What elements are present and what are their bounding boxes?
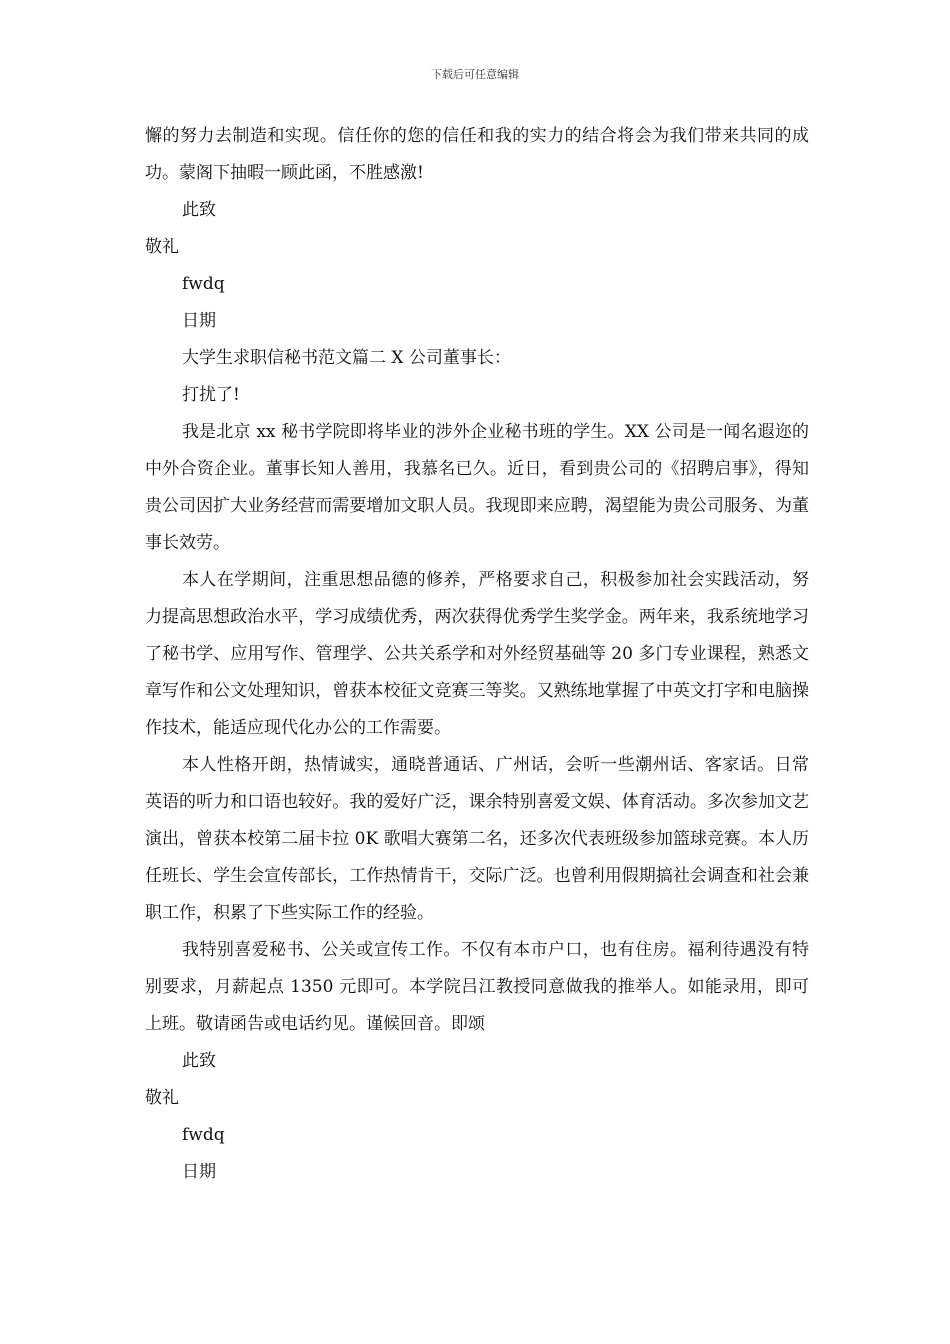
paragraph: 我是北京 xx 秘书学院即将毕业的涉外企业秘书班的学生。XX 公司是一闻名遐迩的中外合资企业。董事长知人善用，我慕名已久。近日，看到贵公司的《招聘启事》，得知贵公司因扩大业务经营而需要增加文职人员。我现即来应聘，渴望能为贵公司服务、为董事长效劳。 [145, 422, 809, 553]
section-title: 大学生求职信秘书范文篇二 X 公司董事长： [182, 348, 511, 368]
date-line: 日期 [182, 311, 216, 331]
signature: fwdq [182, 1125, 225, 1145]
paragraph: 本人在学期间，注重思想品德的修养，严格要求自己，积极参加社会实践活动，努力提高思想政治水平，学习成绩优秀，两次获得优秀学生奖学金。两年来，我系统地学习了秘书学、应用写作、管理学、公共关系学和对外经贸基础等 20 多门专业课程，熟悉文章写作和公文处理知识，曾获本校征文竞赛三等奖。又熟练地掌握了中英文打字和电脑操作技术，能适应现代化办公的工作需要。 [145, 570, 809, 738]
document-body [145, 118, 809, 1191]
closing-salutation: 此致 [182, 1051, 216, 1071]
closing-salutation: 此致 [182, 200, 216, 220]
page-header: 下载后可任意编辑 [431, 68, 519, 81]
greeting: 打扰了! [182, 385, 240, 405]
closing-regards: 敬礼 [145, 237, 179, 257]
paragraph: 懈的努力去制造和实现。信任你的您的信任和我的实力的结合将会为我们带来共同的成功。蒙阁下抽暇一顾此函，不胜感激! [145, 126, 809, 183]
paragraph: 我特别喜爱秘书、公关或宣传工作。不仅有本市户口，也有住房。福利待遇没有特别要求，月薪起点 1350 元即可。本学院吕江教授同意做我的推举人。如能录用，即可上班。敬请函告或电话约见。谨候回音。即颂 [145, 940, 809, 1034]
date-line: 日期 [182, 1162, 216, 1182]
closing-regards: 敬礼 [145, 1088, 179, 1108]
paragraph: 本人性格开朗，热情诚实，通晓普通话、广州话，会听一些潮州话、客家话。日常英语的听力和口语也较好。我的爱好广泛，课余特别喜爱文娱、体育活动。多次参加文艺演出，曾获本校第二届卡拉 0K 歌唱大赛第二名，还多次代表班级参加篮球竞赛。本人历任班长、学生会宣传部长，工作热情肯干，交际广泛。也曾利用假期搞社会调查和社会兼职工作，积累了下些实际工作的经验。 [145, 755, 809, 923]
signature: fwdq [182, 274, 225, 294]
